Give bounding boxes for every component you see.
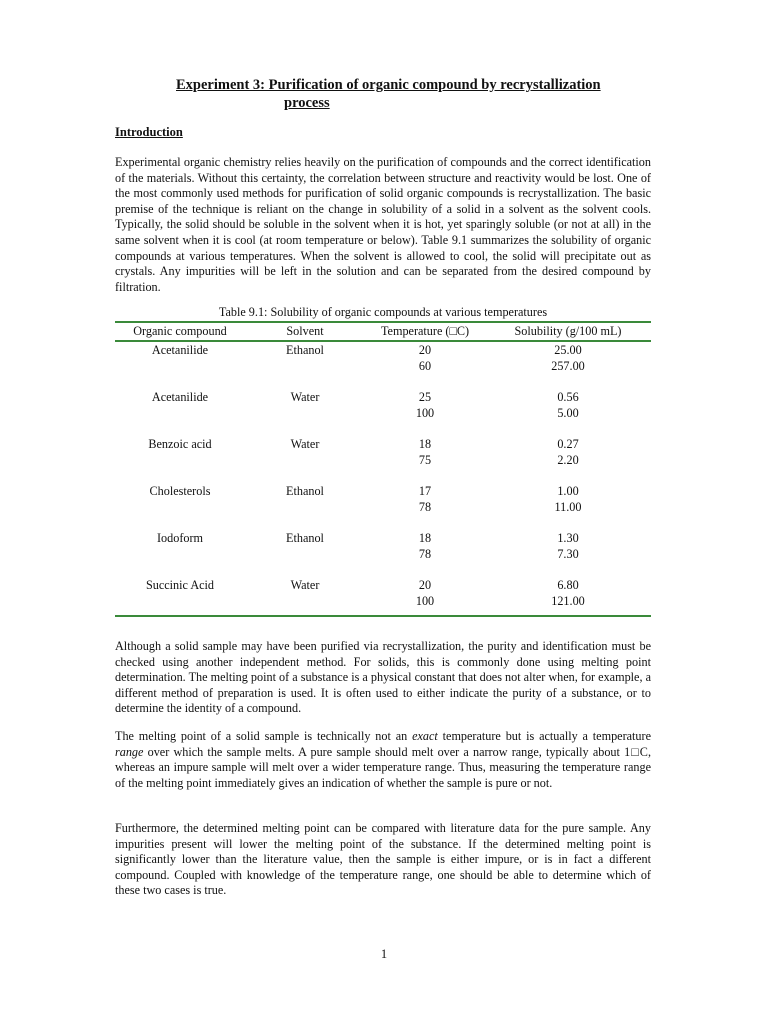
temperature-cell: 75	[418, 453, 432, 467]
table-header-row	[115, 322, 651, 341]
solvent-cell: Ethanol	[286, 343, 324, 357]
temperature-cell: 78	[418, 547, 432, 561]
solvent-cell: Water	[290, 578, 320, 592]
temperature-cell: 18	[418, 531, 432, 545]
temperature-cell: 60	[418, 359, 432, 373]
solvent-cell: Ethanol	[286, 531, 324, 545]
solubility-cell: 25.00	[554, 343, 582, 357]
emphasis-exact: exact	[412, 729, 438, 743]
temperature-cell: 25	[418, 390, 432, 404]
header-solubility: Solubility (g/100 mL)	[485, 322, 651, 341]
solubility-cell: 11.00	[554, 500, 582, 514]
table-row	[115, 483, 651, 499]
table-row	[115, 341, 651, 358]
melting-range-paragraph	[115, 729, 651, 791]
text-run: The melting point of a solid sample is technically not an	[115, 729, 413, 743]
table-row	[115, 530, 651, 546]
temperature-cell: 100	[415, 406, 435, 420]
temperature-cell: 18	[418, 437, 432, 451]
text-run: over which the sample melts. A pure sample should melt over a narrow range, typically about 1□C, whereas an impure sample will melt over a wider temperature range. Thus, measuring the temperature range of the melting point immediately gives an indication of whether the sample is pure or not.	[115, 744, 651, 790]
header-organic-compound: Organic compound	[115, 322, 245, 341]
solubility-table	[115, 321, 651, 617]
table-row	[115, 577, 651, 593]
table-row	[115, 405, 651, 421]
solubility-cell: 2.20	[557, 453, 579, 467]
compound-cell: Acetanilide	[151, 390, 209, 404]
header-temperature: Temperature (□C)	[365, 322, 485, 341]
table-row	[115, 452, 651, 468]
literature-comparison-paragraph: Furthermore, the determined melting point can be compared with literature data for the pure sample. Any impurities present will lower the melting point of the substance. If the determined melting point is significantly lower than the literature value, then the sample is either impure, or is in fact a different compound. Coupled with knowledge of the temperature range, one should be able to determine which of these two cases is true.	[115, 821, 651, 898]
temperature-cell: 20	[418, 578, 432, 592]
solubility-cell: 1.00	[557, 484, 579, 498]
solubility-cell: 257.00	[551, 359, 585, 373]
table-row	[115, 389, 651, 405]
title-line-1: Experiment 3: Purification of organic compound by recrystallization	[176, 77, 601, 93]
temperature-cell: 100	[415, 594, 435, 608]
page-number: 1	[380, 947, 388, 961]
compound-cell: Iodoform	[156, 531, 204, 545]
compound-cell: Benzoic acid	[148, 437, 212, 451]
solubility-cell: 0.27	[557, 437, 579, 451]
solubility-cell: 1.30	[557, 531, 579, 545]
page-title	[176, 76, 646, 112]
emphasis-range: range	[115, 744, 144, 759]
solubility-cell: 6.80	[557, 578, 579, 592]
introduction-heading: Introduction	[115, 125, 183, 139]
solubility-cell: 5.00	[557, 406, 579, 420]
temperature-cell: 17	[418, 484, 432, 498]
table-row	[115, 546, 651, 562]
solubility-cell: 7.30	[557, 547, 579, 561]
compound-cell: Succinic Acid	[145, 578, 215, 592]
table-row	[115, 499, 651, 515]
table-row	[115, 358, 651, 374]
solubility-cell: 121.00	[551, 594, 585, 608]
temperature-cell: 20	[418, 343, 432, 357]
table-caption: Table 9.1: Solubility of organic compounds at various temperatures	[218, 305, 548, 319]
table-row	[115, 436, 651, 452]
header-solvent: Solvent	[245, 322, 365, 341]
introduction-paragraph: Experimental organic chemistry relies heavily on the purification of compounds and the correct identification of the materials. Without this certainty, the correlation between structure and reactivity would be lost. One of the most commonly used methods for purification of solid organic compounds is recrystallization. The basic premise of the technique is reliant on the change in solubility of a solid in a solvent as the solvent cools. Typically, the solid should be soluble in the solvent when it is hot, yet sparingly soluble (or not at all) in the same solvent when it is cool (at room temperature or below). Table 9.1 summarizes the solubility of organic compounds at various temperatures. When the solvent is allowed to cool, the solid will precipitate out as crystals. Any impurities will be left in the solution and can be separated from the desired compound by filtration.	[115, 155, 651, 294]
text-run: temperature but is actually a temperature	[437, 729, 651, 743]
purity-paragraph: Although a solid sample may have been purified via recrystallization, the purity and identification must be checked using another independent method. For solids, this is commonly done using melting point determination. The melting point of a substance is a physical constant that does not alter when, for example, a different method of preparation is used. It is often used to either indicate the purity of a substance, or to determine the identity of a compound.	[115, 639, 651, 716]
solvent-cell: Ethanol	[286, 484, 324, 498]
title-line-2: process	[284, 95, 330, 111]
solvent-cell: Water	[290, 390, 320, 404]
temperature-cell: 78	[418, 500, 432, 514]
solvent-cell: Water	[290, 437, 320, 451]
table-row	[115, 593, 651, 616]
compound-cell: Cholesterols	[149, 484, 211, 498]
solubility-cell: 0.56	[557, 390, 579, 404]
compound-cell: Acetanilide	[151, 343, 209, 357]
table-bottom-rule	[115, 616, 651, 617]
